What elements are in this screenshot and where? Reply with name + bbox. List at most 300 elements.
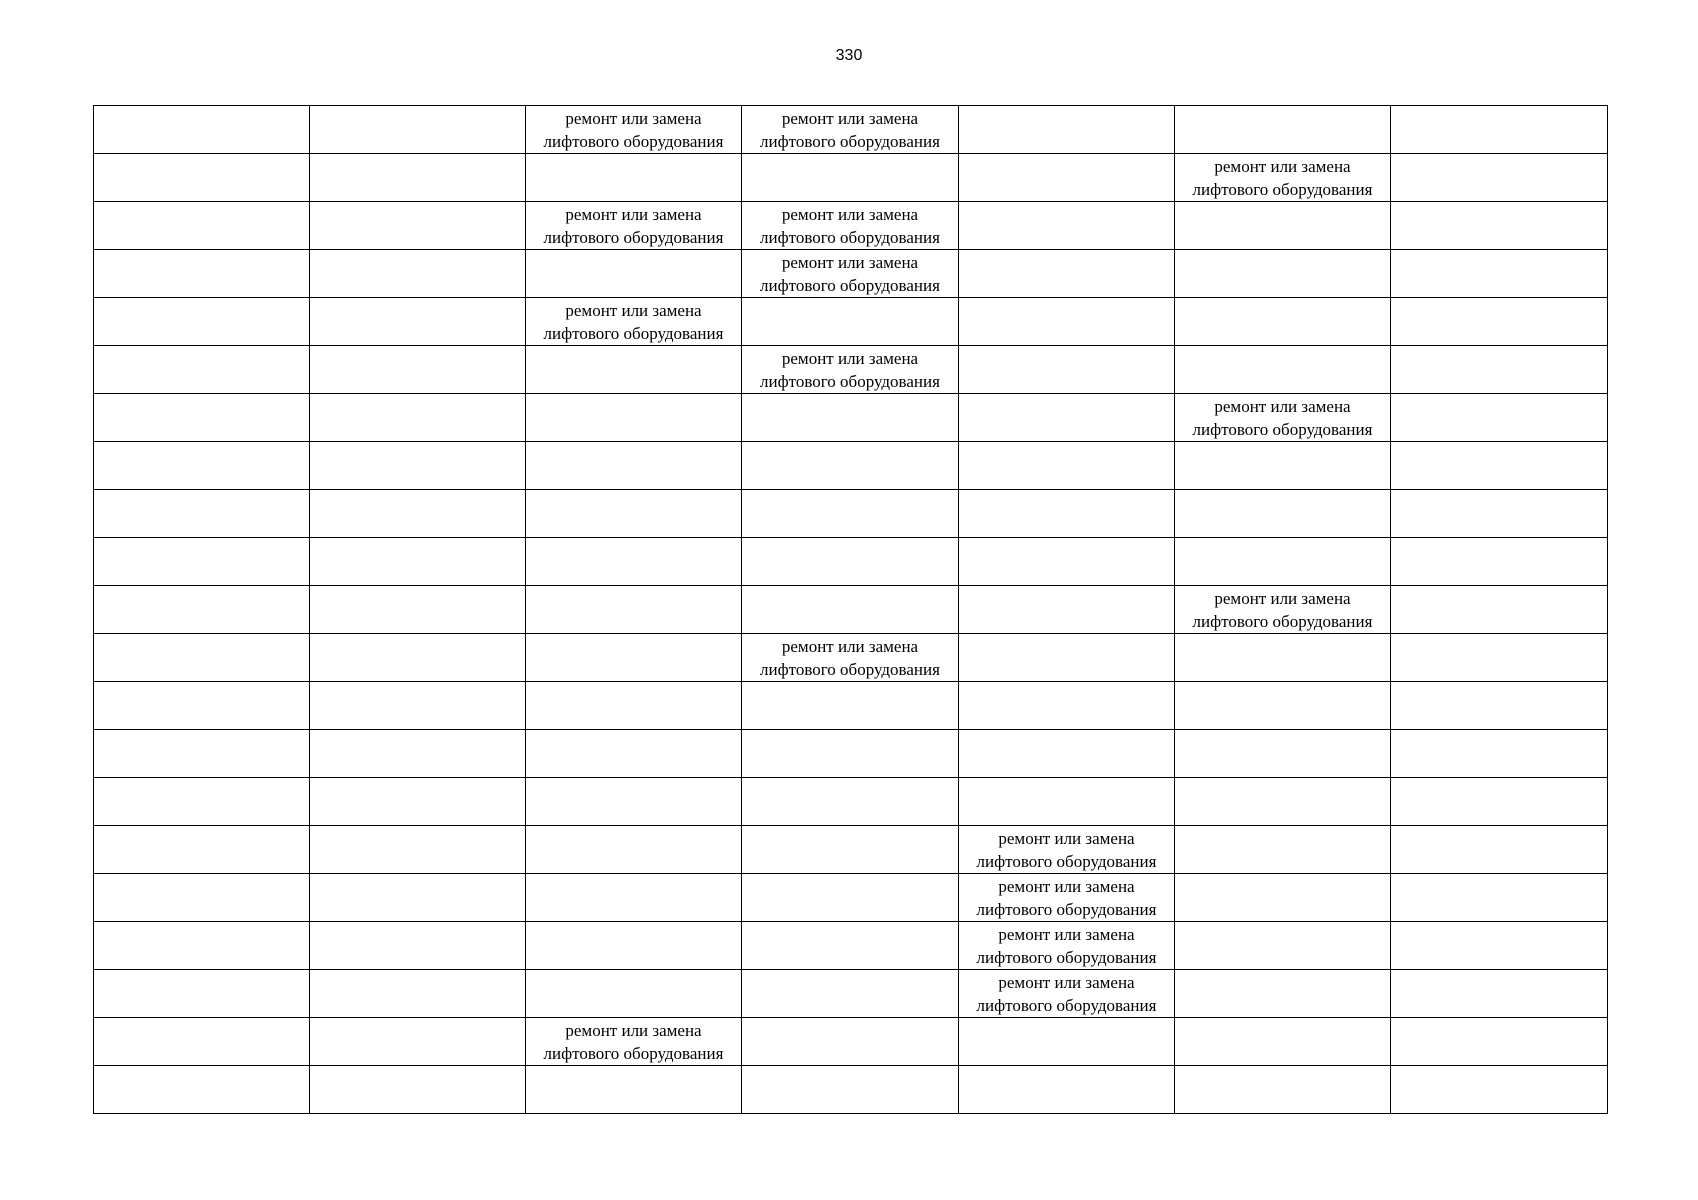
cell-text: ремонт или замена лифтового оборудования xyxy=(760,109,940,151)
table-cell xyxy=(742,394,959,442)
table-cell xyxy=(94,634,310,682)
cell-text xyxy=(744,826,956,827)
cell-text xyxy=(96,154,307,155)
cell-text xyxy=(312,250,523,251)
table-cell xyxy=(1175,586,1391,634)
table-cell xyxy=(742,586,959,634)
cell-text xyxy=(1393,346,1605,347)
table-cell xyxy=(1175,106,1391,154)
table-row xyxy=(94,250,1608,298)
cell-text xyxy=(528,442,739,443)
table-cell xyxy=(1391,586,1608,634)
table-cell xyxy=(959,922,1175,970)
table-cell xyxy=(1175,490,1391,538)
cell-text xyxy=(744,1018,956,1019)
table-cell xyxy=(1175,298,1391,346)
work-schedule-table xyxy=(93,105,1608,1114)
cell-text xyxy=(96,1018,307,1019)
table-cell xyxy=(742,682,959,730)
table-cell xyxy=(526,202,742,250)
cell-text xyxy=(96,538,307,539)
cell-text xyxy=(96,1066,307,1067)
table-cell xyxy=(310,874,526,922)
table-row xyxy=(94,970,1608,1018)
table-cell xyxy=(1175,730,1391,778)
table-cell xyxy=(742,922,959,970)
cell-text xyxy=(1177,538,1388,539)
table-cell xyxy=(526,586,742,634)
table-cell xyxy=(959,538,1175,586)
cell-text xyxy=(312,682,523,683)
table-cell xyxy=(94,202,310,250)
table-cell xyxy=(310,490,526,538)
cell-text xyxy=(1177,826,1388,827)
table-cell xyxy=(959,874,1175,922)
cell-text xyxy=(1177,682,1388,683)
table-cell xyxy=(742,346,959,394)
cell-text: ремонт или замена лифтового оборудования xyxy=(1192,589,1373,631)
table-cell xyxy=(1391,970,1608,1018)
table-row xyxy=(94,154,1608,202)
cell-text: ремонт или замена лифтового оборудования xyxy=(976,877,1157,919)
cell-text xyxy=(312,106,523,107)
table-cell xyxy=(742,490,959,538)
table-cell xyxy=(959,730,1175,778)
table-cell xyxy=(959,154,1175,202)
cell-text xyxy=(96,730,307,731)
table-cell xyxy=(1175,634,1391,682)
table-cell xyxy=(1175,442,1391,490)
cell-text xyxy=(1393,490,1605,491)
cell-text xyxy=(961,490,1172,491)
table-cell xyxy=(526,970,742,1018)
cell-text xyxy=(961,586,1172,587)
table-cell xyxy=(1175,538,1391,586)
cell-text xyxy=(312,970,523,971)
table-cell xyxy=(526,922,742,970)
table-row xyxy=(94,730,1608,778)
cell-text xyxy=(744,490,956,491)
cell-text xyxy=(961,154,1172,155)
cell-text xyxy=(528,394,739,395)
table-row xyxy=(94,586,1608,634)
table-cell xyxy=(94,682,310,730)
cell-text: ремонт или замена лифтового оборудования xyxy=(1192,397,1373,439)
table-cell xyxy=(94,970,310,1018)
table-cell xyxy=(526,1066,742,1114)
table-cell xyxy=(526,682,742,730)
cell-text xyxy=(1393,634,1605,635)
cell-text xyxy=(312,298,523,299)
cell-text xyxy=(961,1066,1172,1067)
table-cell xyxy=(1175,1066,1391,1114)
table-cell xyxy=(310,298,526,346)
table-cell xyxy=(94,538,310,586)
table-cell xyxy=(959,586,1175,634)
cell-text xyxy=(312,634,523,635)
cell-text xyxy=(528,586,739,587)
table-cell xyxy=(310,250,526,298)
table-cell xyxy=(742,970,959,1018)
cell-text xyxy=(96,298,307,299)
table-row xyxy=(94,778,1608,826)
table-cell xyxy=(1175,1018,1391,1066)
table-cell xyxy=(1175,826,1391,874)
cell-text xyxy=(528,250,739,251)
cell-text xyxy=(1177,874,1388,875)
cell-text xyxy=(1393,1066,1605,1067)
cell-text xyxy=(961,106,1172,107)
table-row xyxy=(94,634,1608,682)
cell-text xyxy=(1393,154,1605,155)
table-cell xyxy=(94,250,310,298)
cell-text xyxy=(961,298,1172,299)
table-row xyxy=(94,106,1608,154)
table-cell xyxy=(310,682,526,730)
cell-text xyxy=(961,1018,1172,1019)
table-cell xyxy=(742,874,959,922)
table-cell xyxy=(94,442,310,490)
cell-text xyxy=(312,538,523,539)
cell-text xyxy=(744,778,956,779)
table-cell xyxy=(94,922,310,970)
table-cell xyxy=(94,778,310,826)
cell-text xyxy=(528,490,739,491)
table-cell xyxy=(310,106,526,154)
cell-text xyxy=(1393,106,1605,107)
table-cell xyxy=(959,1018,1175,1066)
cell-text xyxy=(1177,298,1388,299)
table-cell xyxy=(1391,682,1608,730)
cell-text xyxy=(312,1066,523,1067)
table-cell xyxy=(526,490,742,538)
table-row xyxy=(94,538,1608,586)
table-cell xyxy=(310,634,526,682)
table-cell xyxy=(310,586,526,634)
cell-text xyxy=(1177,106,1388,107)
cell-text xyxy=(528,538,739,539)
cell-text xyxy=(744,730,956,731)
table-cell xyxy=(1391,1066,1608,1114)
table-cell xyxy=(94,1018,310,1066)
table-cell xyxy=(526,298,742,346)
table-row xyxy=(94,682,1608,730)
cell-text xyxy=(744,922,956,923)
cell-text xyxy=(312,826,523,827)
cell-text xyxy=(1177,250,1388,251)
cell-text xyxy=(96,634,307,635)
cell-text xyxy=(1177,778,1388,779)
table-cell xyxy=(1391,538,1608,586)
cell-text xyxy=(312,346,523,347)
cell-text xyxy=(1393,538,1605,539)
table-cell xyxy=(959,490,1175,538)
table-cell xyxy=(526,154,742,202)
table-cell xyxy=(1391,154,1608,202)
cell-text xyxy=(1393,778,1605,779)
cell-text: ремонт или замена лифтового оборудования xyxy=(543,109,724,151)
cell-text xyxy=(96,970,307,971)
cell-text xyxy=(96,682,307,683)
table-cell xyxy=(310,826,526,874)
cell-text xyxy=(312,1018,523,1019)
cell-text: ремонт или замена лифтового оборудования xyxy=(976,973,1157,1015)
cell-text xyxy=(1393,826,1605,827)
cell-text xyxy=(528,346,739,347)
table-cell xyxy=(959,778,1175,826)
table-cell xyxy=(1391,442,1608,490)
table-cell xyxy=(310,154,526,202)
cell-text xyxy=(96,826,307,827)
cell-text xyxy=(528,778,739,779)
table-cell xyxy=(94,106,310,154)
table-cell xyxy=(742,106,959,154)
cell-text xyxy=(528,826,739,827)
table-cell xyxy=(94,346,310,394)
table-row xyxy=(94,1066,1608,1114)
table-cell xyxy=(959,1066,1175,1114)
table-cell xyxy=(1391,874,1608,922)
cell-text xyxy=(1177,490,1388,491)
cell-text xyxy=(1393,970,1605,971)
table-cell xyxy=(742,730,959,778)
table-cell xyxy=(742,778,959,826)
cell-text xyxy=(96,922,307,923)
cell-text xyxy=(312,730,523,731)
table-body xyxy=(94,106,1608,1114)
table-cell xyxy=(526,634,742,682)
cell-text xyxy=(961,778,1172,779)
table-cell xyxy=(1175,346,1391,394)
cell-text xyxy=(528,154,739,155)
table-cell xyxy=(1391,634,1608,682)
table-cell xyxy=(1175,778,1391,826)
cell-text xyxy=(1393,682,1605,683)
cell-text: ремонт или замена лифтового оборудования xyxy=(760,349,940,391)
table-cell xyxy=(310,538,526,586)
cell-text xyxy=(312,874,523,875)
cell-text: ремонт или замена лифтового оборудования xyxy=(760,205,940,247)
table-cell xyxy=(959,826,1175,874)
cell-text xyxy=(1393,874,1605,875)
cell-text xyxy=(1177,634,1388,635)
table-cell xyxy=(742,442,959,490)
table-cell xyxy=(1175,874,1391,922)
cell-text xyxy=(744,1066,956,1067)
cell-text xyxy=(961,538,1172,539)
table-cell xyxy=(1391,298,1608,346)
table-cell xyxy=(526,874,742,922)
table-cell xyxy=(742,634,959,682)
table-cell xyxy=(310,394,526,442)
table-cell xyxy=(310,202,526,250)
table-cell xyxy=(959,442,1175,490)
cell-text xyxy=(312,922,523,923)
cell-text xyxy=(1393,586,1605,587)
cell-text: ремонт или замена лифтового оборудования xyxy=(543,301,724,343)
cell-text xyxy=(1393,730,1605,731)
cell-text xyxy=(744,154,956,155)
table-cell xyxy=(1175,970,1391,1018)
cell-text xyxy=(961,202,1172,203)
cell-text xyxy=(96,586,307,587)
page-number: 330 xyxy=(835,47,863,64)
table-cell xyxy=(742,154,959,202)
table-cell xyxy=(94,826,310,874)
table-cell xyxy=(959,298,1175,346)
table-cell xyxy=(1391,346,1608,394)
table-cell xyxy=(1175,202,1391,250)
table-cell xyxy=(526,394,742,442)
table-cell xyxy=(959,634,1175,682)
cell-text xyxy=(312,154,523,155)
table-cell xyxy=(742,826,959,874)
table-cell xyxy=(959,394,1175,442)
cell-text xyxy=(1177,922,1388,923)
cell-text xyxy=(744,682,956,683)
cell-text xyxy=(1177,1066,1388,1067)
cell-text xyxy=(961,442,1172,443)
cell-text xyxy=(528,730,739,731)
table-cell xyxy=(526,106,742,154)
table-cell xyxy=(94,154,310,202)
cell-text xyxy=(961,250,1172,251)
cell-text xyxy=(1177,730,1388,731)
table-cell xyxy=(526,826,742,874)
cell-text xyxy=(1177,1018,1388,1019)
table-row xyxy=(94,298,1608,346)
table-cell xyxy=(310,970,526,1018)
table-cell xyxy=(742,202,959,250)
table-row xyxy=(94,826,1608,874)
table-cell xyxy=(742,250,959,298)
table-cell xyxy=(959,202,1175,250)
cell-text xyxy=(528,1066,739,1067)
table-cell xyxy=(1175,682,1391,730)
cell-text xyxy=(96,346,307,347)
cell-text: ремонт или замена лифтового оборудования xyxy=(543,1021,724,1063)
cell-text xyxy=(96,874,307,875)
cell-text xyxy=(96,106,307,107)
table-cell xyxy=(310,730,526,778)
cell-text xyxy=(1393,1018,1605,1019)
cell-text xyxy=(1393,922,1605,923)
table-cell xyxy=(526,730,742,778)
table-cell xyxy=(526,1018,742,1066)
table-cell xyxy=(310,346,526,394)
cell-text xyxy=(528,682,739,683)
table-row xyxy=(94,1018,1608,1066)
table-row xyxy=(94,346,1608,394)
cell-text xyxy=(1177,346,1388,347)
cell-text: ремонт или замена лифтового оборудования xyxy=(760,637,940,679)
cell-text xyxy=(744,442,956,443)
cell-text xyxy=(96,778,307,779)
table-cell xyxy=(959,346,1175,394)
table-cell xyxy=(310,778,526,826)
cell-text xyxy=(961,682,1172,683)
table-row xyxy=(94,394,1608,442)
table-cell xyxy=(94,874,310,922)
cell-text xyxy=(1393,250,1605,251)
table-cell xyxy=(94,394,310,442)
cell-text xyxy=(744,298,956,299)
table-row xyxy=(94,874,1608,922)
table-cell xyxy=(1175,394,1391,442)
table-cell xyxy=(1175,922,1391,970)
cell-text xyxy=(96,490,307,491)
table-cell xyxy=(526,346,742,394)
table-row xyxy=(94,490,1608,538)
table-cell xyxy=(94,730,310,778)
table-row xyxy=(94,922,1608,970)
cell-text xyxy=(312,202,523,203)
cell-text xyxy=(96,442,307,443)
table-cell xyxy=(1391,778,1608,826)
cell-text xyxy=(528,970,739,971)
cell-text xyxy=(528,874,739,875)
cell-text xyxy=(312,490,523,491)
table-cell xyxy=(94,586,310,634)
table-cell xyxy=(1391,1018,1608,1066)
cell-text: ремонт или замена лифтового оборудования xyxy=(760,253,940,295)
table-cell xyxy=(1391,250,1608,298)
table-cell xyxy=(742,298,959,346)
cell-text xyxy=(312,778,523,779)
table-cell xyxy=(310,442,526,490)
cell-text xyxy=(744,394,956,395)
cell-text xyxy=(528,922,739,923)
cell-text xyxy=(96,202,307,203)
cell-text: ремонт или замена лифтового оборудования xyxy=(976,829,1157,871)
cell-text xyxy=(528,634,739,635)
table-cell xyxy=(526,442,742,490)
table-cell xyxy=(1391,922,1608,970)
table-cell xyxy=(526,538,742,586)
cell-text xyxy=(744,970,956,971)
table-cell xyxy=(94,1066,310,1114)
cell-text xyxy=(1393,442,1605,443)
cell-text xyxy=(744,538,956,539)
table-cell xyxy=(1391,490,1608,538)
cell-text xyxy=(1393,394,1605,395)
table-cell xyxy=(742,538,959,586)
table-cell xyxy=(94,490,310,538)
table-cell xyxy=(959,106,1175,154)
table-cell xyxy=(526,250,742,298)
cell-text xyxy=(312,442,523,443)
cell-text xyxy=(312,394,523,395)
table-cell xyxy=(959,682,1175,730)
table-cell xyxy=(1175,250,1391,298)
table-cell xyxy=(1175,154,1391,202)
cell-text xyxy=(312,586,523,587)
cell-text xyxy=(744,586,956,587)
table-cell xyxy=(310,1066,526,1114)
table-cell xyxy=(310,922,526,970)
cell-text xyxy=(1393,202,1605,203)
table-cell xyxy=(1391,826,1608,874)
cell-text xyxy=(961,634,1172,635)
table-cell xyxy=(1391,106,1608,154)
table-cell xyxy=(959,250,1175,298)
cell-text xyxy=(1177,202,1388,203)
cell-text xyxy=(96,250,307,251)
table-cell xyxy=(742,1018,959,1066)
cell-text xyxy=(961,346,1172,347)
cell-text xyxy=(961,394,1172,395)
table-cell xyxy=(94,298,310,346)
